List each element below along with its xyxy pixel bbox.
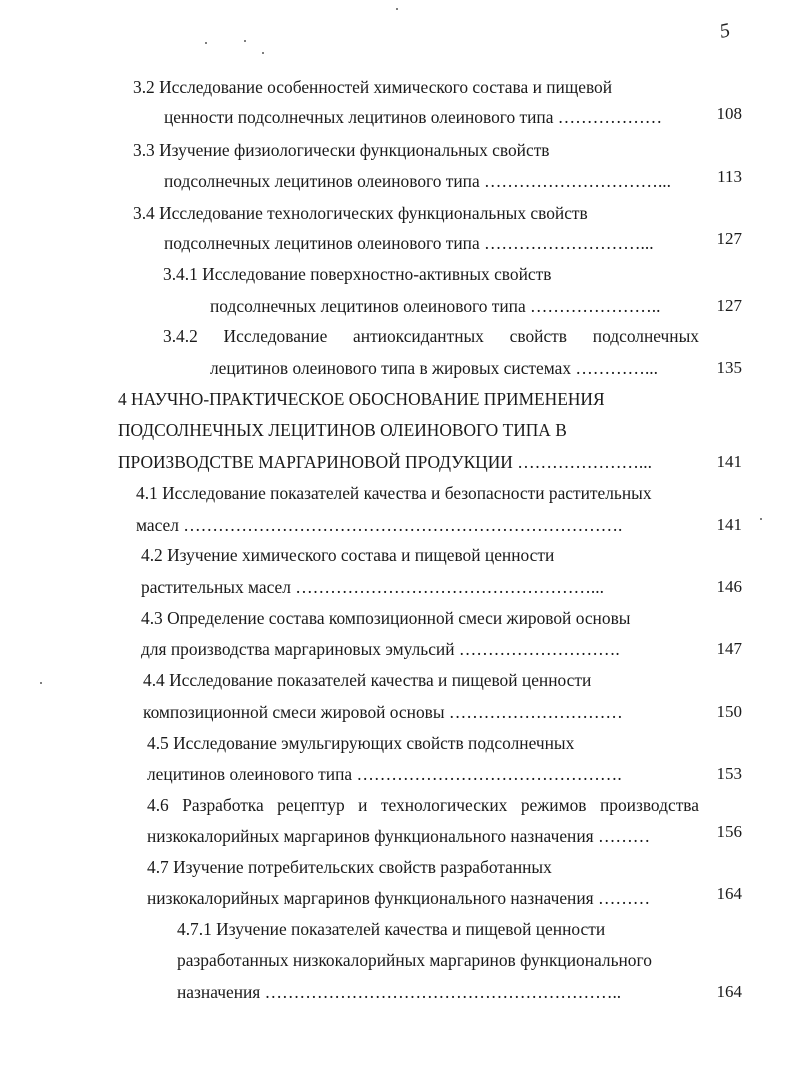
toc-entry-3-4-title: 3.4 Исследование технологических функциональных свойств (133, 203, 588, 223)
toc-entry-4-7-leader: низкокалорийных маргаринов функционального назначения ……… (147, 888, 651, 908)
scan-speck (760, 518, 762, 520)
toc-entry-4-6-leader: низкокалорийных маргаринов функционального назначения ……… (147, 826, 651, 846)
toc-entry-4-7-page: 164 (716, 884, 742, 903)
toc-entry-3-4-2-page: 135 (716, 358, 742, 377)
toc-entry-3-4-1-page: 127 (716, 296, 742, 315)
toc-entry-4-5-leader: лецитинов олеинового типа ………………………………………. (147, 764, 622, 784)
toc-entry-4-6-title: 4.6 Разработка рецептур и технологических режимов производства (147, 795, 699, 815)
toc-entry-4-7-1-leader: назначения …………………………………………………….. (177, 982, 622, 1002)
handwritten-page-number: 5 (717, 19, 733, 43)
toc-entry-4-2-page: 146 (716, 577, 742, 596)
toc-entry-4-2-title: 4.2 Изучение химического состава и пищевой ценности (141, 545, 555, 565)
toc-entry-4-7-1-line2: разработанных низкокалорийных маргаринов функционального (177, 950, 652, 970)
toc-chapter-4-page: 141 (716, 452, 742, 471)
toc-entry-3-3-leader: подсолнечных лецитинов олеинового типа …………………………... (164, 171, 671, 191)
toc-entry-4-4-page: 150 (716, 702, 742, 721)
toc-entry-4-3-leader: для производства маргариновых эмульсий ………………………. (141, 639, 620, 659)
scan-speck (262, 52, 264, 54)
toc-entry-3-3-title: 3.3 Изучение физиологически функциональных свойств (133, 140, 550, 160)
toc-entry-4-7-1-page: 164 (716, 982, 742, 1001)
toc-chapter-4-line1: 4 НАУЧНО-ПРАКТИЧЕСКОЕ ОБОСНОВАНИЕ ПРИМЕНЕНИЯ (118, 389, 605, 409)
toc-entry-4-5-title: 4.5 Исследование эмульгирующих свойств подсолнечных (147, 733, 575, 753)
toc-entry-4-6-page: 156 (716, 822, 742, 841)
toc-entry-3-4-2-leader: лецитинов олеинового типа в жировых системах …………... (210, 358, 658, 378)
toc-entry-3-4-1-leader: подсолнечных лецитинов олеинового типа ………………….. (210, 296, 661, 316)
toc-entry-4-1-title: 4.1 Исследование показателей качества и безопасности растительных (136, 483, 652, 503)
toc-entry-4-2-leader: растительных масел ……………………………………………... (141, 577, 604, 597)
toc-entry-4-1-page: 141 (716, 515, 742, 534)
toc-entry-4-3-title: 4.3 Определение состава композиционной смеси жировой основы (141, 608, 631, 628)
toc-entry-4-4-leader: композиционной смеси жировой основы ………………………… (143, 702, 623, 722)
toc-chapter-4-line2: ПОДСОЛНЕЧНЫХ ЛЕЦИТИНОВ ОЛЕИНОВОГО ТИПА В (118, 420, 567, 440)
scan-speck (396, 8, 398, 10)
toc-entry-3-2-leader: ценности подсолнечных лецитинов олеинового типа ……………… (164, 107, 663, 127)
toc-entry-3-4-1-title: 3.4.1 Исследование поверхностно-активных свойств (163, 264, 552, 284)
toc-entry-4-3-page: 147 (716, 639, 742, 658)
toc-entry-4-7-title: 4.7 Изучение потребительских свойств разработанных (147, 857, 552, 877)
toc-entry-4-1-leader: масел …………………………………………………………………. (136, 515, 623, 535)
toc-entry-4-4-title: 4.4 Исследование показателей качества и пищевой ценности (143, 670, 592, 690)
toc-chapter-4-leader: ПРОИЗВОДСТВЕ МАРГАРИНОВОЙ ПРОДУКЦИИ …………………... (118, 452, 652, 472)
toc-entry-4-7-1-title: 4.7.1 Изучение показателей качества и пищевой ценности (177, 919, 606, 939)
toc-entry-3-2-title: 3.2 Исследование особенностей химического состава и пищевой (133, 77, 613, 97)
toc-entry-3-2-page: 108 (716, 104, 742, 123)
scan-speck (205, 42, 207, 44)
toc-entry-3-3-page: 113 (717, 167, 742, 186)
scan-speck (244, 40, 246, 42)
scan-speck (40, 682, 42, 684)
toc-entry-4-5-page: 153 (716, 764, 742, 783)
toc-entry-3-4-leader: подсолнечных лецитинов олеинового типа ………………………... (164, 233, 654, 253)
toc-entry-3-4-2-title: 3.4.2 Исследование антиоксидантных свойств подсолнечных (163, 326, 699, 346)
toc-entry-3-4-page: 127 (716, 229, 742, 248)
